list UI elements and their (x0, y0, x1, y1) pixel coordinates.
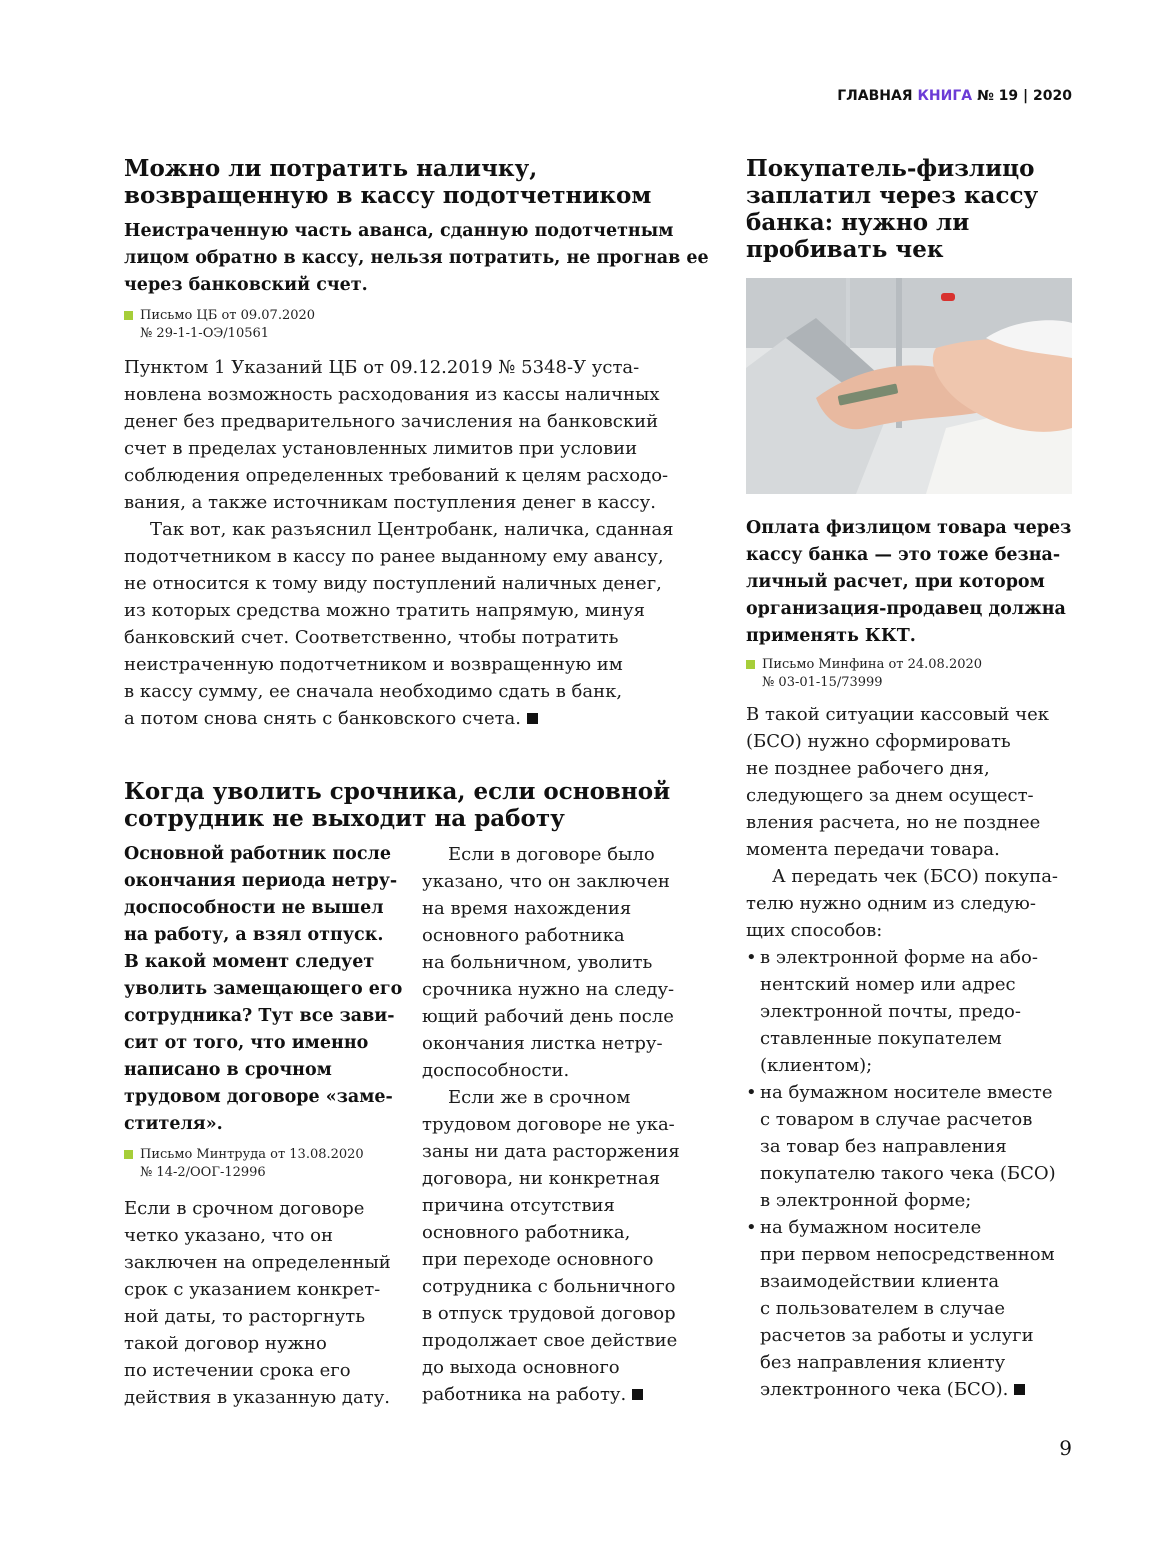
lead-line: доспособности не вышел (124, 898, 384, 918)
masthead (700, 88, 1072, 104)
text-line: ставленные покупателем (760, 1028, 1002, 1049)
text-line: срочника нужно на следу- (422, 979, 675, 1000)
article-2-paragraph-3 (422, 1084, 707, 1408)
text-line: неистраченную подотчетником и возвращенную им (124, 654, 623, 675)
source-line: Письмо ЦБ от 09.07.2020 (140, 308, 316, 323)
bank-teller-hands-image (746, 278, 1072, 494)
text-line: следующего за днем осущест- (746, 785, 1034, 806)
text-line: на больничном, уволить (422, 952, 653, 973)
article-3-paragraph-2 (746, 863, 1076, 944)
lead-line: написано в срочном (124, 1060, 332, 1080)
text-line: ной даты, то расторгнуть (124, 1306, 366, 1327)
source-line: Письмо Минтруда от 13.08.2020 (140, 1147, 364, 1162)
article-2-paragraph-1 (124, 1195, 404, 1411)
text-line: вания, а также источникам поступления денег в кассу. (124, 492, 656, 513)
text-line: • на бумажном носителе вместе (760, 1082, 1053, 1103)
article-2-source (124, 1146, 404, 1182)
lead-line: уволить замещающего его (124, 979, 403, 999)
text-line: в кассу сумму, ее сначала необходимо сдать в банк, (124, 681, 623, 702)
text-line: (БСО) нужно сформировать (746, 731, 1011, 752)
lead-line: окончания периода нетру- (124, 871, 398, 891)
text-line: денег без предварительного зачисления на банковский (124, 411, 659, 432)
text-line: Пунктом 1 Указаний ЦБ от 09.12.2019 № 5348-У уста- (124, 357, 640, 378)
text-line: без направления клиенту (760, 1352, 1006, 1373)
text-line: доспособности. (422, 1060, 570, 1081)
text-line: основного работника, (422, 1222, 631, 1243)
source-line: № 03-01-15/73999 (762, 675, 883, 690)
text-line: из которых средства можно тратить напрямую, минуя (124, 600, 645, 621)
text-line: при переходе основного (422, 1249, 654, 1270)
text-line: расчетов за работы и услуги (760, 1325, 1034, 1346)
article-2-right-column (422, 841, 707, 1408)
text-line: работника на работу. (422, 1384, 627, 1405)
lead-line: Оплата физлицом товара через (746, 518, 1072, 538)
text-line: подотчетником в кассу по ранее выданному ему авансу, (124, 546, 664, 567)
article-2-paragraph-2 (422, 841, 707, 1084)
list-item (746, 1214, 1076, 1403)
text-line: а потом снова снять с банковского счета. (124, 708, 522, 729)
article-3-lead (746, 515, 1076, 650)
title-line: возвращенную в кассу подотчетником (124, 182, 652, 209)
article-1-title (124, 155, 714, 209)
text-line: с товаром в случае расчетов (760, 1109, 1033, 1130)
article-2-title (124, 778, 714, 832)
text-line: банковский счет. Соответственно, чтобы потратить (124, 627, 619, 648)
text-line: причина отсутствия (422, 1195, 615, 1216)
title-line: Можно ли потратить наличку, (124, 155, 538, 182)
issue-number: № 19 | 2020 (976, 88, 1072, 104)
text-line: сотрудника с больничного (422, 1276, 676, 1297)
text-line: не относится к тому виду поступлений наличных денег, (124, 573, 662, 594)
text-line: нентский номер или адрес (760, 974, 1016, 995)
text-line: не позднее рабочего дня, (746, 758, 990, 779)
source-marker-icon (124, 1150, 133, 1159)
list-item (746, 944, 1076, 1079)
text-line: (клиентом); (760, 1055, 873, 1076)
lead-line: на работу, а взял отпуск. (124, 925, 384, 945)
text-line: в электронной форме; (760, 1190, 972, 1211)
text-line: взаимодействии клиента (760, 1271, 1000, 1292)
text-line: по истечении срока его (124, 1360, 351, 1381)
lead-line: сотрудника? Тут все зави- (124, 1006, 395, 1026)
article-3-body (746, 515, 1076, 1403)
article-2-lead (124, 841, 404, 1138)
text-line: до выхода основного (422, 1357, 620, 1378)
text-line: новлена возможность расходования из кассы наличных (124, 384, 660, 405)
text-line: на время нахождения (422, 898, 632, 919)
text-line: электронного чека (БСО). (760, 1379, 1009, 1400)
article-3-photo (746, 278, 1072, 494)
title-line: банка: нужно ли (746, 209, 970, 236)
title-line: заплатил через кассу (746, 182, 1039, 209)
title-line: Когда уволить срочника, если основной (124, 778, 671, 805)
article-1-paragraph-2 (124, 516, 714, 732)
text-line: • в электронной форме на або- (760, 947, 1038, 968)
text-line: • на бумажном носителе (760, 1217, 982, 1238)
text-line: четко указано, что он (124, 1225, 333, 1246)
text-line: за товар без направления (760, 1136, 1007, 1157)
text-line: с пользователем в случае (760, 1298, 1006, 1319)
text-line: основного работника (422, 925, 625, 946)
text-line: А передать чек (БСО) покупа- (772, 866, 1059, 887)
text-line: такой договор нужно (124, 1333, 327, 1354)
text-line: заны ни дата расторжения (422, 1141, 680, 1162)
text-line: момента передачи товара. (746, 839, 1000, 860)
magazine-name: ГЛАВНАЯ (837, 88, 913, 104)
title-line: сотрудник не выходит на работу (124, 805, 565, 832)
lead-line: лицом обратно в кассу, нельзя потратить, не прогнав ее (124, 248, 709, 268)
lead-line: стителя». (124, 1114, 223, 1134)
article-2-left-column (124, 841, 404, 1411)
article-1-lead (124, 218, 714, 299)
text-line: счет в пределах установленных лимитов при условии (124, 438, 638, 459)
text-line: Если же в срочном (448, 1087, 631, 1108)
article-1 (124, 155, 714, 732)
end-of-article-icon (632, 1389, 643, 1400)
lead-line: Основной работник после (124, 844, 391, 864)
text-line: в отпуск трудовой договор (422, 1303, 676, 1324)
article-3-header (746, 155, 1076, 263)
magazine-accent: КНИГА (917, 88, 973, 104)
lead-line: трудовом договоре «заме- (124, 1087, 393, 1107)
text-line: вления расчета, но не позднее (746, 812, 1041, 833)
delivery-methods-list (746, 944, 1076, 1403)
text-line: заключен на определенный (124, 1252, 391, 1273)
text-line: ющий рабочий день после (422, 1006, 674, 1027)
lead-line: применять ККТ. (746, 626, 916, 646)
article-3-source (746, 656, 1076, 692)
source-line: № 29-1-1-ОЭ/10561 (140, 326, 270, 341)
article-1-source (124, 307, 714, 343)
text-line: Если в срочном договоре (124, 1198, 365, 1219)
page-number: 9 (1059, 1436, 1072, 1460)
text-line: трудовом договоре не ука- (422, 1114, 675, 1135)
text-line: электронной почты, предо- (760, 1001, 1021, 1022)
text-line: Так вот, как разъяснил Центробанк, наличка, сданная (150, 519, 674, 540)
source-marker-icon (124, 311, 133, 320)
title-line: Покупатель-физлицо (746, 155, 1035, 182)
article-1-paragraph-1 (124, 354, 714, 516)
article-3-paragraph-1 (746, 701, 1076, 863)
source-line: № 14-2/ООГ-12996 (140, 1165, 266, 1180)
source-line: Письмо Минфина от 24.08.2020 (762, 657, 983, 672)
lead-line: личный расчет, при котором (746, 572, 1045, 592)
text-line: продолжает свое действие (422, 1330, 678, 1351)
article-2-header (124, 778, 714, 832)
lead-line: Неистраченную часть аванса, сданную подотчетным (124, 221, 674, 241)
text-line: при первом непосредственном (760, 1244, 1055, 1265)
list-item (746, 1079, 1076, 1214)
end-of-article-icon (527, 713, 538, 724)
text-line: Если в договоре было (448, 844, 655, 865)
source-marker-icon (746, 660, 755, 669)
lead-line: кассу банка — это тоже безна- (746, 545, 1061, 565)
text-line: срок с указанием конкрет- (124, 1279, 381, 1300)
text-line: телю нужно одним из следую- (746, 893, 1036, 914)
text-line: покупателю такого чека (БСО) (760, 1163, 1056, 1184)
lead-line: организация-продавец должна (746, 599, 1066, 619)
title-line: пробивать чек (746, 236, 944, 263)
lead-line: через банковский счет. (124, 275, 368, 295)
text-line: соблюдения определенных требований к целям расходо- (124, 465, 669, 486)
lead-line: В какой момент следует (124, 952, 375, 972)
text-line: щих способов: (746, 920, 883, 941)
article-3-title (746, 155, 1076, 263)
text-line: В такой ситуации кассовый чек (746, 704, 1050, 725)
lead-line: сит от того, что именно (124, 1033, 369, 1053)
text-line: окончания листка нетру- (422, 1033, 663, 1054)
end-of-article-icon (1014, 1384, 1025, 1395)
text-line: действия в указанную дату. (124, 1387, 391, 1408)
text-line: договора, ни конкретная (422, 1168, 661, 1189)
text-line: указано, что он заключен (422, 871, 670, 892)
